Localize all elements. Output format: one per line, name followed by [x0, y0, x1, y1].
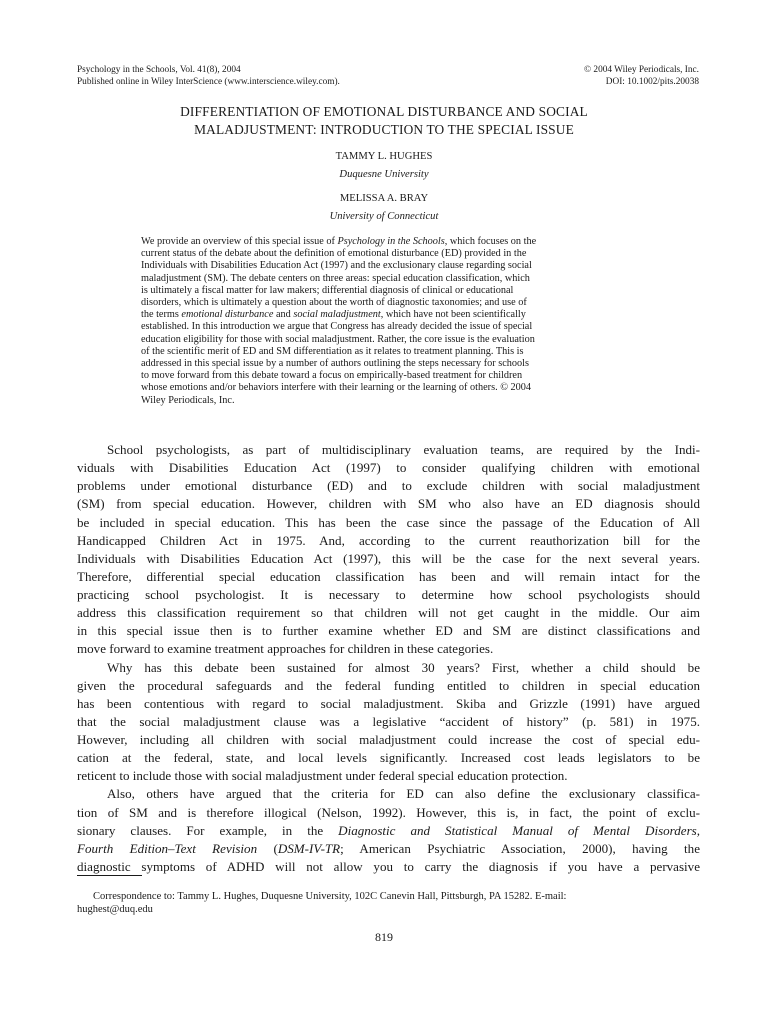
body-line — [77, 713, 700, 731]
body-line — [77, 604, 700, 622]
italic-text: Psychology in the Schools — [337, 236, 445, 247]
text-run: disorders, which is ultimately a question about the worth of diagnostic taxonomies; and use of — [141, 297, 527, 309]
text-run: maladjustment (SM). The debate centers on three areas: special education classification, which — [141, 272, 530, 284]
text-run: education eligibility for those with social maladjustment. Rather, the core issue is the evaluation — [141, 333, 535, 345]
body-line — [77, 731, 700, 749]
text-run: address this classification requirement so that children will not get caught in the middle. Our aim — [77, 605, 700, 621]
text-run: Individuals with Disabilities Education Act (1997) and the exclusionary clause regarding social — [141, 260, 532, 272]
text-run: the terms — [141, 309, 182, 321]
abstract-line — [141, 236, 639, 248]
body-line — [77, 459, 700, 477]
doi: DOI: 10.1002/pits.20038 — [605, 77, 699, 87]
footnote-line: Correspondence to: Tammy L. Hughes, Duquesne University, 102C Canevin Hall, Pittsburgh, PA 15282. E-mail: — [93, 891, 567, 902]
abstract-line — [141, 309, 639, 321]
text-run: reticent to include those with social maladjustment under federal special education protection. — [77, 768, 568, 784]
text-run: current status of the debate about the definition of emotional disturbance (ED) provided in the — [141, 248, 527, 260]
body-line — [77, 785, 700, 803]
abstract-line — [141, 382, 639, 394]
text-run: practicing school psychologist. It is necessary to determine how school psychologists should — [77, 587, 700, 602]
text-run: viduals with Disabilities Education Act (1997) to consider qualifying children with emotional — [77, 460, 700, 476]
title-line: DIFFERENTIATION OF EMOTIONAL DISTURBANCE AND SOCIAL — [180, 104, 588, 119]
text-run: established. In this introduction we argue that Congress has already decided the issue of special — [141, 321, 533, 333]
body-line — [77, 822, 700, 840]
text-run: whose emotions and/or behaviors interfere with their learning or the learning of others. © 2004 — [141, 382, 532, 394]
abstract-line — [141, 273, 639, 285]
text-run: School psychologists, as part of multidisciplinary evaluation teams, are required by the Indi- — [107, 442, 700, 457]
body-line — [77, 640, 700, 658]
text-run: tion of SM and is therefore illogical (Nelson, 1992). However, this is, in fact, the point of exclu- — [77, 804, 700, 820]
text-run: ( — [257, 840, 278, 856]
abstract-line — [141, 297, 639, 309]
body-line — [77, 550, 700, 568]
text-run: and — [273, 309, 294, 321]
text-run: is ultimately a fiscal matter for law makers; differential diagnosis of clinical or educational — [141, 284, 514, 296]
title-line: MALADJUSTMENT: INTRODUCTION TO THE SPECIAL ISSUE — [194, 122, 574, 137]
abstract-line — [141, 358, 639, 370]
text-run: , which focuses on the — [444, 236, 537, 247]
abstract-line — [141, 285, 639, 297]
abstract-line — [141, 370, 639, 382]
text-run: be included in special education. This has been the case since the passage of the Education of All — [77, 514, 700, 530]
text-run: problems under emotional disturbance (ED) and to exclude children with social maladjustment — [77, 478, 700, 494]
body-line — [77, 441, 700, 459]
text-run: Handicapped Children Act in 1975. And, according to the current reauthorization bill for the — [77, 532, 700, 548]
correspondence-footnote — [77, 890, 700, 916]
footnote-email: hughest@duq.edu — [77, 904, 153, 915]
author-affiliation: Duquesne University — [339, 169, 429, 180]
text-run: , which have not been scientifically — [380, 309, 526, 321]
abstract-line — [141, 248, 639, 260]
footnote-rule — [77, 875, 142, 876]
text-run: Therefore, differential special education classification has been and will remain intact for the — [77, 568, 700, 584]
italic-text: emotional disturbance — [181, 309, 274, 321]
body-text — [77, 441, 700, 876]
text-run: ; American Psychiatric Association, 2000), having the — [340, 840, 700, 856]
text-run: Wiley Periodicals, Inc. — [141, 394, 235, 406]
page-number: 819 — [375, 930, 393, 944]
abstract-line — [141, 346, 639, 358]
text-run: has been contentious with regard to social maladjustment. Skiba and Grizzle (1991) have argued — [77, 695, 700, 711]
author-affiliation: University of Connecticut — [329, 211, 439, 222]
text-run: However, including all children with social maladjustment could increase the cost of special edu- — [77, 732, 700, 747]
abstract-line — [141, 321, 639, 333]
body-line — [77, 659, 700, 677]
text-run: cation at the federal, state, and local levels significantly. Increased cost leads legislators to be — [77, 750, 700, 766]
text-run: that the social maladjustment clause was a legislative “accident of history” (p. 581) in 1975. — [77, 713, 700, 729]
italic-text: social maladjustment — [293, 309, 381, 321]
text-run: Why has this debate been sustained for almost 30 years? First, whether a child should be — [107, 659, 700, 675]
body-line — [77, 767, 700, 785]
article-title — [100, 103, 668, 139]
text-run: diagnostic symptoms of ADHD will not allow you to carry the diagnosis if you have a pervasive — [77, 858, 700, 874]
body-line — [77, 477, 700, 495]
body-line — [77, 495, 700, 513]
body-line — [77, 622, 700, 640]
text-run: move forward to examine treatment approaches for children in these categories. — [77, 641, 494, 657]
body-line — [77, 804, 700, 822]
italic-text: Diagnostic and Statistical Manual of Mental Disorders, — [338, 822, 700, 838]
abstract-line — [141, 260, 639, 272]
abstract-line — [141, 395, 639, 407]
italic-text: Fourth Edition–Text Revision — [77, 840, 258, 856]
body-line — [77, 514, 700, 532]
text-run: Also, others have argued that the criteria for ED can also define the exclusionary classifica- — [107, 786, 700, 802]
text-run: Individuals with Disabilities Education Act (1997), this will be the case for the next several years. — [77, 550, 700, 566]
text-run: of the scientific merit of ED and SM differentiation as it relates to treatment planning. This is — [141, 345, 524, 357]
body-line — [77, 858, 700, 876]
journal-citation: Psychology in the Schools, Vol. 41(8), 2004 — [77, 65, 241, 75]
text-run: (SM) from special education. However, children with SM who also have an ED diagnosis should — [77, 496, 700, 512]
text-run: addressed in this special issue by a number of authors outlining the steps necessary for schools — [141, 358, 529, 370]
body-line — [77, 749, 700, 767]
text-run: to move forward from this debate toward a focus on empirically-based treatment for children — [141, 370, 523, 382]
body-line — [77, 532, 700, 550]
text-run: sionary clauses. For example, in the — [77, 822, 339, 838]
body-line — [77, 695, 700, 713]
copyright-notice: © 2004 Wiley Periodicals, Inc. — [584, 65, 699, 75]
text-run: We provide an overview of this special issue of — [141, 236, 338, 247]
body-line — [77, 586, 700, 604]
text-run: in this special issue then is to further examine whether ED and SM are distinct classifications and — [77, 623, 700, 639]
abstract-line — [141, 334, 639, 346]
body-line — [77, 568, 700, 586]
author-name: TAMMY L. HUGHES — [335, 151, 433, 162]
text-run: given the procedural safeguards and the federal funding entitled to children in special education — [77, 677, 700, 693]
abstract — [141, 236, 639, 407]
body-line — [77, 840, 700, 858]
author-name: MELISSA A. BRAY — [339, 193, 429, 204]
italic-text: DSM-IV-TR — [277, 840, 341, 856]
publication-note: Published online in Wiley InterScience (www.interscience.wiley.com). — [77, 77, 340, 87]
running-header — [77, 64, 699, 88]
body-line — [77, 677, 700, 695]
